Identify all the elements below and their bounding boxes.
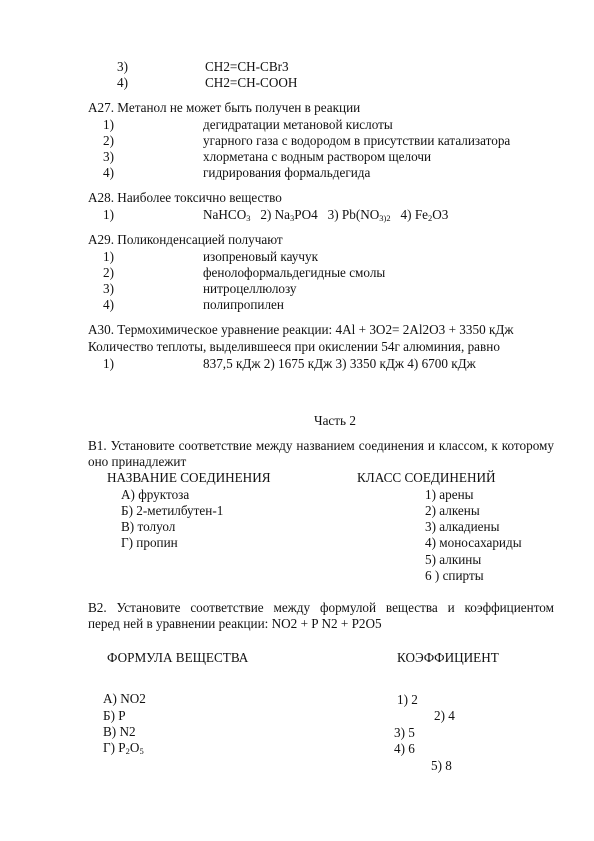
b1-class-5: 5) алкины <box>425 552 482 567</box>
a29-option-1-number: 1) <box>103 249 114 264</box>
a30-option-number: 1) <box>103 356 114 371</box>
a28-answer-1: NaHCO$_3$ <box>203 207 251 223</box>
part-2-heading: Часть 2 <box>314 413 356 428</box>
a29-option-2-text: фенолоформальдегидные смолы <box>203 265 386 280</box>
b1-compound-b: Б) 2-метилбутен-1 <box>121 503 224 518</box>
b2-left-header: ФОРМУЛА ВЕЩЕСТВА <box>107 650 249 665</box>
b2-coefficient-4: 4) 6 <box>394 741 415 756</box>
b1-class-4: 4) моносахариды <box>425 535 522 550</box>
b2-question-line-1: В2. Установите соответствие между формулой вещества и коэффициентом <box>88 600 554 615</box>
a26-option-3-number: 3) <box>117 59 128 74</box>
a28-answer-4: 4) $Fe_2O3$ <box>400 207 449 223</box>
a27-option-4-text: гидрирования формальдегида <box>203 165 371 180</box>
a27-question: А27. Метанол не может быть получен в реакции <box>88 100 361 115</box>
a30-answers: 837,5 кДж 2) 1675 кДж 3) 3350 кДж 4) 6700 кДж <box>203 356 476 371</box>
a29-option-2-number: 2) <box>103 265 114 280</box>
a28-option-number: 1) <box>103 207 114 222</box>
a29-option-4-number: 4) <box>103 297 114 312</box>
b2-formula-a: А) NO2 <box>103 691 146 706</box>
b2-coefficient-2: 2) 4 <box>434 708 455 723</box>
a29-question: А29. Поликонденсацией получают <box>88 232 283 247</box>
b2-question-line-2: перед ней в уравнении реакции: NO2 + P N2 + P2O5 <box>88 616 382 631</box>
a27-option-3-number: 3) <box>103 149 114 164</box>
a28-question: А28. Наиболее токсично вещество <box>88 190 282 205</box>
a27-option-4-number: 4) <box>103 165 114 180</box>
a30-question-line-1: А30. Термохимическое уравнение реакции: 4Al + 3O2= 2Al2O3 + 3350 кДж <box>88 322 514 337</box>
b1-compound-v: В) толуол <box>121 519 176 534</box>
b1-question: В1. Установите соответствие между названием соединения и классом, к которому оно принадлежит <box>88 438 554 469</box>
b1-compound-g: Г) пропин <box>121 535 178 550</box>
a28-answer-2: 2) $Na_3PO4$ <box>260 207 318 223</box>
b2-formula-b: Б) P <box>103 708 126 723</box>
b2-right-header: КОЭФФИЦИЕНТ <box>397 650 499 665</box>
b2-coefficient-5: 5) 8 <box>431 758 452 773</box>
b2-coefficient-1: 1) 2 <box>397 692 418 707</box>
a29-option-1-text: изопреновый каучук <box>203 249 318 264</box>
a27-option-2-number: 2) <box>103 133 114 148</box>
a27-option-3-text: хлорметана с водным раствором щелочи <box>203 149 432 164</box>
a28-answers <box>203 207 448 226</box>
b1-class-1: 1) арены <box>425 487 474 502</box>
a29-option-4-text: полипропилен <box>203 297 284 312</box>
a28-answer-3: 3) $Pb(NO_{3)2}$ <box>327 207 391 223</box>
a27-option-1-number: 1) <box>103 117 114 132</box>
b1-compound-a: А) фруктоза <box>121 487 190 502</box>
b1-class-2: 2) алкены <box>425 503 480 518</box>
a26-option-3-text: CH2=CH-CBr3 <box>205 59 289 74</box>
b1-class-3: 3) алкадиены <box>425 519 500 534</box>
b1-right-header: КЛАСС СОЕДИНЕНИЙ <box>357 470 496 485</box>
a26-option-4-text: CH2=CH-COOH <box>205 75 298 90</box>
a27-option-2-text: угарного газа с водородом в присутствии катализатора <box>203 133 511 148</box>
a27-option-1-text: дегидратации метановой кислоты <box>203 117 393 132</box>
b2-formula-v: В) N2 <box>103 724 136 739</box>
b2-formula-g: Г) $P_2O_5$ <box>103 740 144 756</box>
b1-left-header: НАЗВАНИЕ СОЕДИНЕНИЯ <box>107 470 271 485</box>
a26-option-4-number: 4) <box>117 75 128 90</box>
a29-option-3-number: 3) <box>103 281 114 296</box>
a30-question-line-2: Количество теплоты, выделившееся при окислении 54г алюминия, равно <box>88 339 500 354</box>
b1-class-6: 6 ) спирты <box>425 568 484 583</box>
a29-option-3-text: нитроцеллюлозу <box>203 281 297 296</box>
b2-coefficient-3: 3) 5 <box>394 725 415 740</box>
